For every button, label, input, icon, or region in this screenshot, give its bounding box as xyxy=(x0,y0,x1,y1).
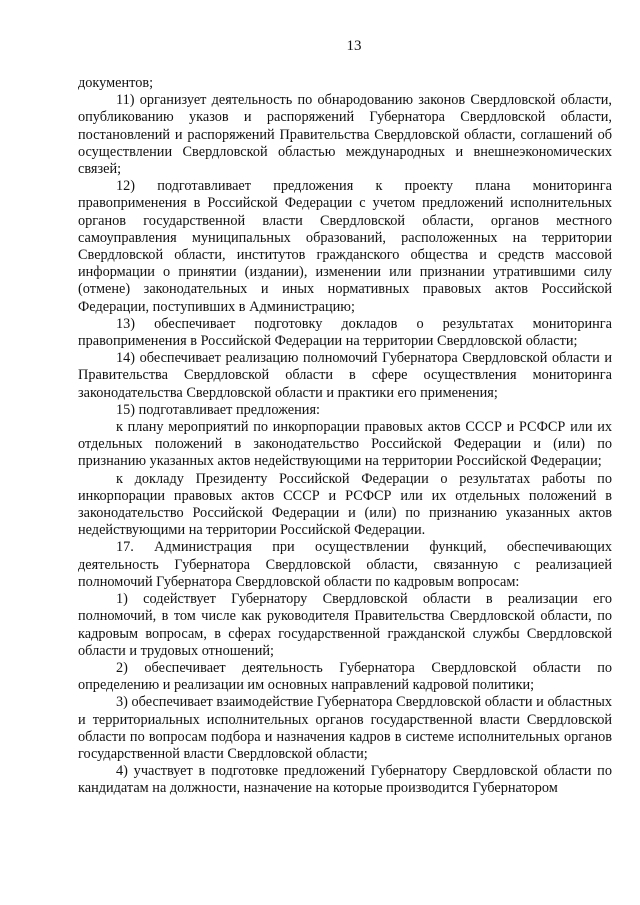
paragraph-17-item-1: 1) содействует Губернатору Свердловской области в реализации его полномочий, в том числе как руководителя Правительства Свердловской области, по кадровым вопросам, в сферах государственной гражданской службы Свердловской области и трудовых отношений; xyxy=(78,591,612,659)
paragraph-17-item-2: 2) обеспечивает деятельность Губернатора Свердловской области по определению и реализации им основных направлений кадровой политики; xyxy=(78,659,612,694)
paragraph-section-17: 17. Администрация при осуществлении функций, обеспечивающих деятельность Губернатора Свердловской области, связанную с реализацией полномочий Губернатора Свердловской области по кадровым вопросам: xyxy=(78,539,612,590)
page-number: 13 xyxy=(346,38,362,54)
paragraph-item-13: 13) обеспечивает подготовку докладов о результатах мониторинга правоприменения в Российской Федерации на территории Свердловской области; xyxy=(78,315,612,350)
paragraph-item-14: 14) обеспечивает реализацию полномочий Губернатора Свердловской области и Правительства Свердловской области в сфере осуществления мониторинга законодательства Свердловской области и практики его применения; xyxy=(78,350,612,401)
paragraph-17-item-3: 3) обеспечивает взаимодействие Губернатора Свердловской области и областных и территориальных исполнительных органов государственной власти Свердловской области по вопросам подбора и назначения кадров в системе исполнительных органов государственной власти Свердловской области; xyxy=(78,694,612,762)
paragraph-item-12: 12) подготавливает предложения к проекту плана мониторинга правоприменения в Российской Федерации с учетом предложений исполнительных органов государственной власти Свердловской области, органов местного самоуправления муниципальных образований, расположенных на территории Свердловской области, институтов гражданского общества и средств массовой информации о принятии (издании), изменении или признании утратившими силу (отмене) законодательных и иных нормативных правовых актов Российской Федерации, поступивших в Администрацию; xyxy=(78,178,612,315)
document-body xyxy=(78,75,612,798)
paragraph-item-15-plan: к плану мероприятий по инкорпорации правовых актов СССР и РСФСР или их отдельных положений в законодательство Российской Федерации и (или) по признанию указанных актов недействующими на территории Российской Федерации; xyxy=(78,419,612,470)
paragraph-17-item-4: 4) участвует в подготовке предложений Губернатору Свердловской области по кандидатам на должности, назначение на которые производится Губернатором xyxy=(78,763,612,797)
paragraph-item-11: 11) организует деятельность по обнародованию законов Свердловской области, опубликованию указов и распоряжений Губернатора Свердловской области, постановлений и распоряжений Правительства Свердловской области, соглашений об осуществлении Свердловской областью международных и внешнеэкономических связей; xyxy=(78,92,612,178)
paragraph-item-15-report: к докладу Президенту Российской Федерации о результатах работы по инкорпорации правовых актов СССР и РСФСР или их отдельных положений в законодательство Российской Федерации и (или) по признанию указанных актов недействующими на территории Российской Федерации. xyxy=(78,470,612,539)
paragraph-item-15: 15) подготавливает предложения: xyxy=(116,401,320,418)
paragraph-0: документов; xyxy=(78,75,154,91)
